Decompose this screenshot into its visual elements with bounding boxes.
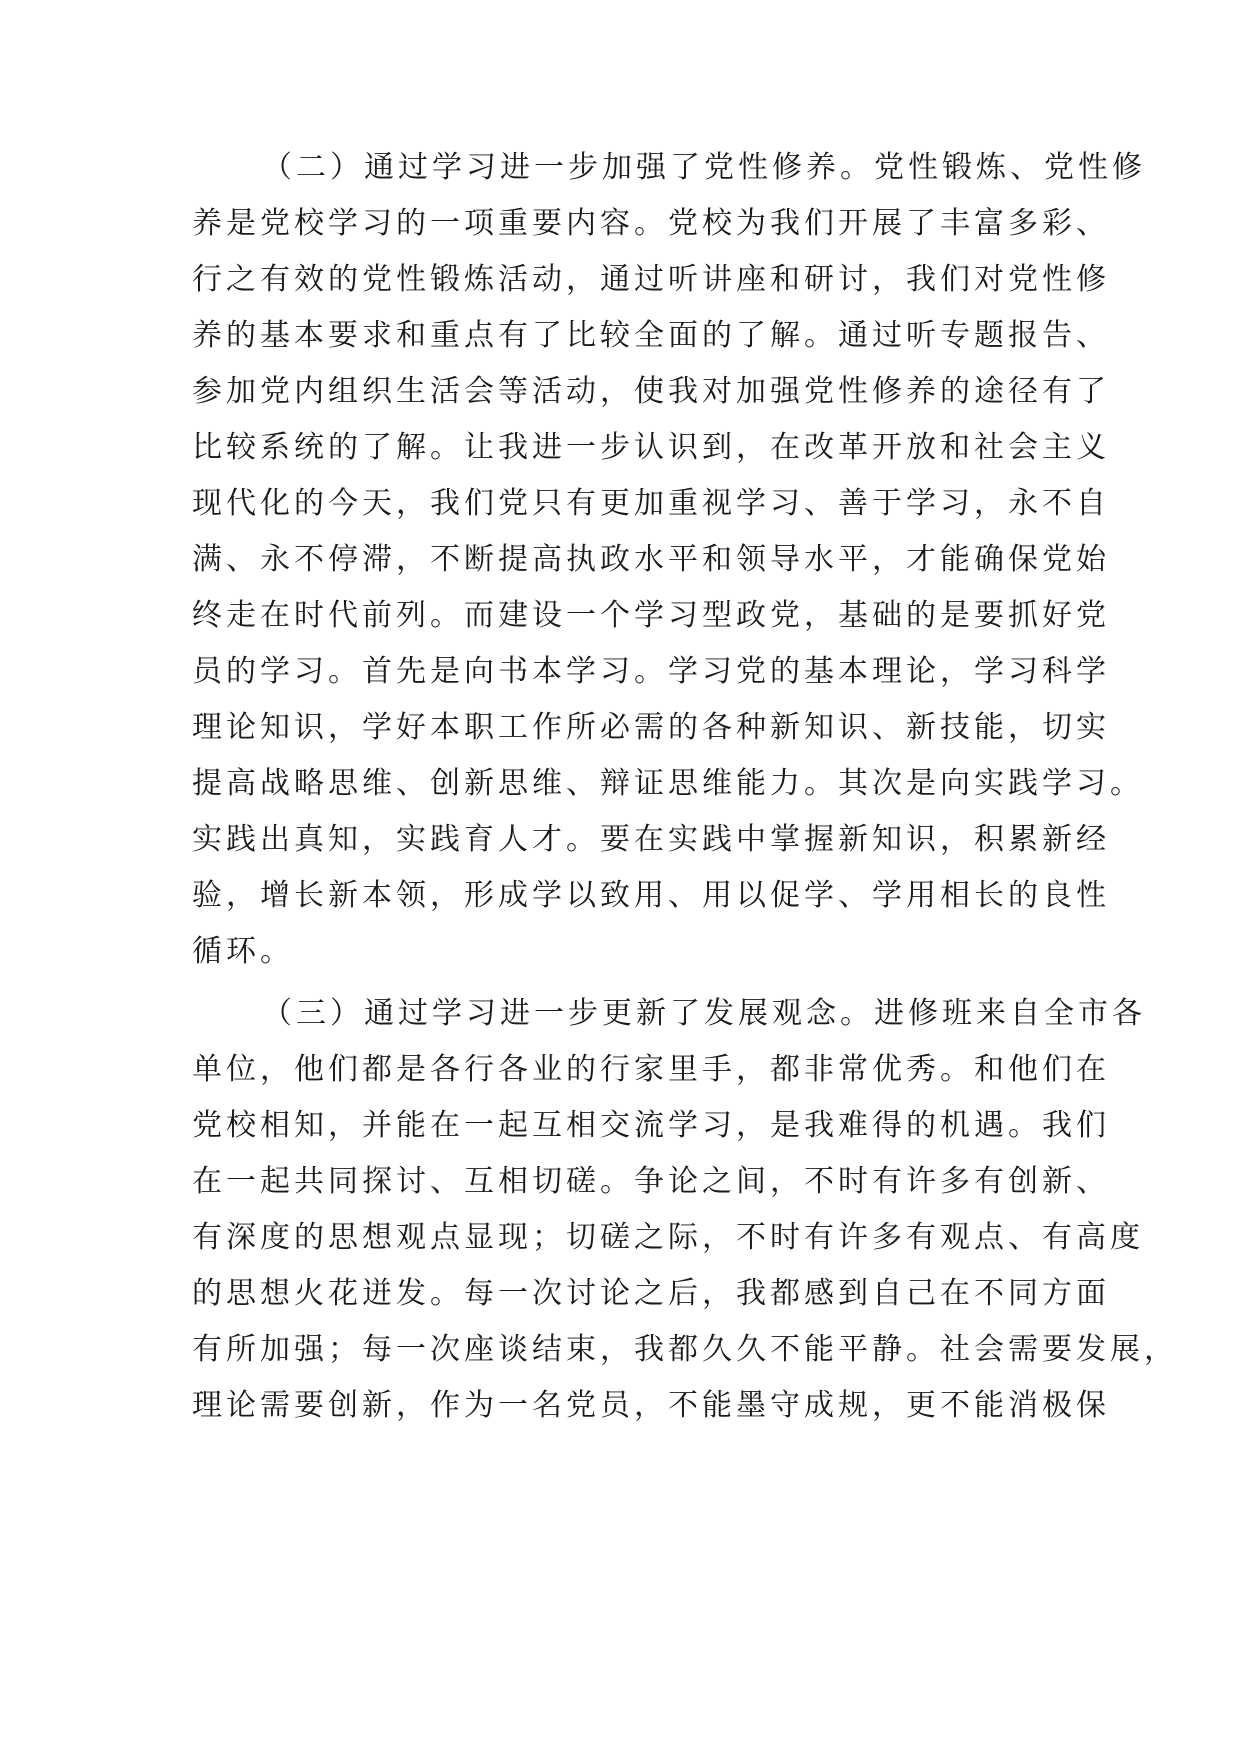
paragraph-line: 养是党校学习的一项重要内容。党校为我们开展了丰富多彩、 bbox=[192, 206, 1110, 241]
paragraph-development-concept bbox=[192, 986, 1178, 1434]
paragraph-line: 理论知识，学好本职工作所必需的各种新知识、新技能，切实 bbox=[192, 710, 1110, 745]
paragraph-line: 员的学习。首先是向书本学习。学习党的基本理论，学习科学 bbox=[192, 654, 1110, 689]
paragraph-line: 养的基本要求和重点有了比较全面的了解。通过听专题报告、 bbox=[192, 318, 1110, 353]
paragraph-line: 验，增长新本领，形成学以致用、用以促学、学用相长的良性 bbox=[192, 878, 1110, 913]
paragraph-line: 在一起共同探讨、互相切磋。争论之间，不时有许多有创新、 bbox=[192, 1164, 1110, 1199]
paragraph-line: 比较系统的了解。让我进一步认识到，在改革开放和社会主义 bbox=[192, 430, 1110, 465]
paragraph-line: 理论需要创新，作为一名党员，不能墨守成规，更不能消极保 bbox=[192, 1388, 1110, 1423]
paragraph-line: （三）通过学习进一步更新了发展观念。进修班来自全市各 bbox=[262, 996, 1146, 1031]
paragraph-party-spirit bbox=[192, 140, 1146, 980]
paragraph-line: 提高战略思维、创新思维、辩证思维能力。其次是向实践学习。 bbox=[192, 766, 1144, 801]
paragraph-line: 行之有效的党性锻炼活动，通过听讲座和研讨，我们对党性修 bbox=[192, 262, 1110, 297]
paragraph-line: 有深度的思想观点显现；切磋之际，不时有许多有观点、有高度 bbox=[192, 1220, 1144, 1255]
paragraph-line: 满、永不停滞，不断提高执政水平和领导水平，才能确保党始 bbox=[192, 542, 1110, 577]
paragraph-line: 有所加强；每一次座谈结束，我都久久不能平静。社会需要发展， bbox=[192, 1332, 1178, 1367]
paragraph-line: 的思想火花迸发。每一次讨论之后，我都感到自己在不同方面 bbox=[192, 1276, 1110, 1311]
paragraph-line: 党校相知，并能在一起互相交流学习，是我难得的机遇。我们 bbox=[192, 1108, 1110, 1143]
paragraph-line: 终走在时代前列。而建设一个学习型政党，基础的是要抓好党 bbox=[192, 598, 1110, 633]
paragraph-line: 参加党内组织生活会等活动，使我对加强党性修养的途径有了 bbox=[192, 374, 1110, 409]
document-body bbox=[192, 140, 1178, 1434]
paragraph-line: （二）通过学习进一步加强了党性修养。党性锻炼、党性修 bbox=[262, 150, 1146, 185]
paragraph-line: 实践出真知，实践育人才。要在实践中掌握新知识，积累新经 bbox=[192, 822, 1110, 857]
paragraph-line: 循环。 bbox=[192, 934, 294, 969]
paragraph-line: 现代化的今天，我们党只有更加重视学习、善于学习，永不自 bbox=[192, 486, 1110, 521]
paragraph-line: 单位，他们都是各行各业的行家里手，都非常优秀。和他们在 bbox=[192, 1052, 1110, 1087]
